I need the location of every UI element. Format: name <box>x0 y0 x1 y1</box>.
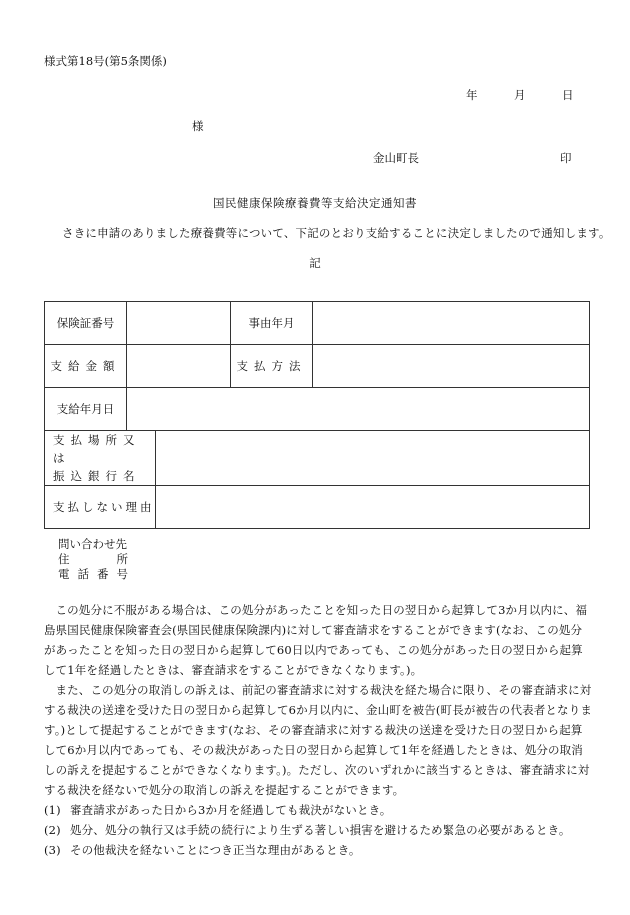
appeal-item-number: (2) <box>44 823 61 837</box>
payment-place-label <box>45 431 156 486</box>
date-year: 年 <box>466 88 478 102</box>
intro-text: さきに申請のありました療養費等について、下記のとおり支給することに決定しましたので通知します。 <box>62 226 611 240</box>
appeal-item-text: その他裁決を経ないことにつき正当な理由があるとき。 <box>70 843 361 857</box>
appeal-item-text: 処分、処分の執行又は手続の続行により生ずる著しい損害を避けるため緊急の必要があるとき。 <box>70 823 571 837</box>
payment-date-label: 支給年月日 <box>45 388 127 431</box>
no-pay-reason-field[interactable] <box>156 486 590 529</box>
appeal-item-number: (1) <box>44 803 61 817</box>
insurance-no-label: 保険証番号 <box>45 302 127 345</box>
date-day: 日 <box>562 88 574 102</box>
no-pay-reason-label: 支払しない理由 <box>45 486 156 529</box>
addressee-suffix: 様 <box>192 119 204 133</box>
info-table <box>44 301 590 529</box>
date-line <box>466 87 574 103</box>
contact-block <box>58 537 128 582</box>
date-month: 月 <box>514 88 526 102</box>
appeal-paragraph-1: この処分に不服がある場合は、この処分があったことを知った日の翌日から起算して3か月以内に、福島県国民健康保険審査会(県国民健康保険課内)に対して審査請求をすることができます(なお、この処分があったことを知った日の翌日から起算して60日以内であっても、この処分があった日の翌日から起算して1年を経過したときは、審査請求をすることができなくなります。)。 <box>44 603 588 677</box>
contact-phone-label: 電話番号 <box>58 567 128 581</box>
event-date-field[interactable] <box>313 302 590 345</box>
amount-field[interactable] <box>127 345 231 388</box>
appeal-item <box>44 820 592 840</box>
appeal-paragraph-2: また、この処分の取消しの訴えは、前記の審査請求に対する裁決を経た場合に限り、その審査請求に対する裁決の送達を受けた日の翌日から起算して6か月以内に、金山町を被告(町長が被告の代表者となります。)として提起することができます(なお、その審査請求に対する裁決の送達を受けた日の翌日から起算して6か月以内であっても、その裁決があった日の翌日から起算して1年を経過したときは、処分の取消しの訴えを提起することができなくなります。)。ただし、次のいずれかに該当するときは、審査請求に対する裁決を経ないで処分の取消しの訴えを提起することができます。 <box>44 683 592 797</box>
appeal-notes <box>44 600 592 860</box>
appeal-item-number: (3) <box>44 843 61 857</box>
form-number: 様式第18号(第5条関係) <box>44 54 167 68</box>
appeal-item-text: 審査請求があった日から3か月を経過しても裁決がないとき。 <box>70 803 392 817</box>
payment-method-field[interactable] <box>313 345 590 388</box>
event-date-label: 事由年月 <box>231 302 313 345</box>
issuer-name: 金山町長 <box>373 151 419 165</box>
payment-place-label-line2: 振込銀行名 <box>53 469 141 483</box>
appeal-item <box>44 840 592 860</box>
payment-date-field[interactable] <box>127 388 590 431</box>
contact-address-label: 住所 <box>58 552 128 566</box>
payment-place-label-line1: 支払場所又は <box>53 433 141 465</box>
amount-label: 支給金額 <box>45 345 127 388</box>
contact-inquiry: 問い合わせ先 <box>58 537 127 551</box>
document-title: 国民健康保険療養費等支給決定通知書 <box>213 196 417 210</box>
appeal-item <box>44 800 592 820</box>
insurance-no-field[interactable] <box>127 302 231 345</box>
seal-mark: 印 <box>560 151 572 165</box>
payment-method-label: 支払方法 <box>231 345 313 388</box>
ki-label: 記 <box>309 256 321 270</box>
payment-place-field[interactable] <box>156 431 590 486</box>
